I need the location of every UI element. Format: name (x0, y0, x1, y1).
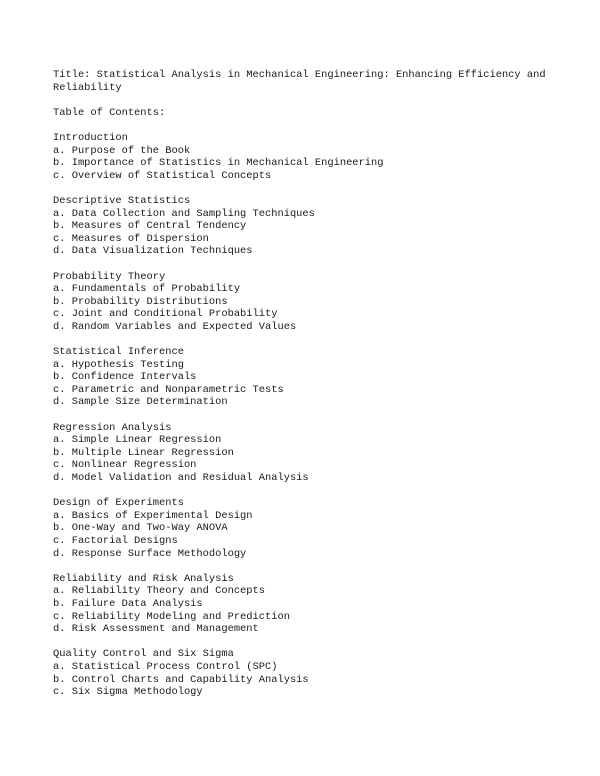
section-item: a. Hypothesis Testing (53, 358, 184, 371)
section-heading: Introduction (53, 131, 128, 144)
section-item: d. Model Validation and Residual Analysis (53, 472, 309, 484)
section-item: b. Measures of Central Tendency (53, 220, 247, 233)
section-item: d. Risk Assessment and Management (53, 623, 259, 636)
toc-section (53, 648, 553, 698)
section-item: d. Random Variables and Expected Values (53, 320, 297, 333)
section-item: a. Basics of Experimental Design (53, 509, 253, 522)
section-item: c. Joint and Conditional Probability (53, 308, 278, 321)
section-heading: Design of Experiments (53, 497, 184, 510)
section-item: b. One-Way and Two-Way ANOVA (53, 522, 228, 535)
section-item: a. Simple Linear Regression (53, 434, 222, 447)
toc-section (53, 346, 553, 409)
section-heading: Statistical Inference (53, 346, 184, 359)
toc-heading: Table of Contents: (53, 106, 166, 119)
section-item: b. Control Charts and Capability Analysis (53, 673, 309, 686)
section-item: b. Failure Data Analysis (53, 597, 203, 610)
document-title (53, 69, 553, 94)
section-item: a. Fundamentals of Probability (53, 283, 241, 296)
section-heading: Descriptive Statistics (53, 194, 191, 207)
section-item: c. Reliability Modeling and Prediction (53, 610, 290, 623)
section-item: b. Multiple Linear Regression (53, 446, 234, 459)
section-item: c. Nonlinear Regression (53, 459, 197, 472)
section-item: c. Six Sigma Methodology (53, 686, 203, 699)
section-item: c. Overview of Statistical Concepts (53, 169, 272, 182)
section-heading: Reliability and Risk Analysis (53, 572, 234, 585)
section-item: b. Confidence Intervals (53, 371, 197, 384)
toc-section (53, 422, 553, 485)
section-heading: Probability Theory (53, 270, 166, 283)
toc-section (53, 132, 553, 182)
section-item: c. Measures of Dispersion (53, 232, 209, 245)
section-item: d. Response Surface Methodology (53, 547, 247, 560)
document-page (53, 69, 553, 711)
title-line: Title: Statistical Analysis in Mechanical Engineering: Enhancing Efficiency and (53, 69, 546, 81)
section-item: c. Parametric and Nonparametric Tests (53, 383, 284, 396)
section-item: c. Factorial Designs (53, 534, 178, 547)
section-item: d. Data Visualization Techniques (53, 245, 253, 258)
title-line: Reliability (53, 81, 122, 94)
section-item: b. Probability Distributions (53, 295, 228, 308)
section-item: a. Purpose of the Book (53, 144, 191, 157)
toc-section (53, 195, 553, 258)
toc-section (53, 497, 553, 560)
section-heading: Regression Analysis (53, 421, 172, 434)
section-heading: Quality Control and Six Sigma (53, 648, 234, 661)
section-item: d. Sample Size Determination (53, 396, 228, 409)
section-item: a. Statistical Process Control (SPC) (53, 660, 278, 673)
toc-section (53, 573, 553, 636)
section-item: a. Data Collection and Sampling Techniques (53, 207, 315, 220)
toc-section (53, 271, 553, 334)
section-item: a. Reliability Theory and Concepts (53, 585, 266, 598)
section-item: b. Importance of Statistics in Mechanical Engineering (53, 157, 384, 170)
